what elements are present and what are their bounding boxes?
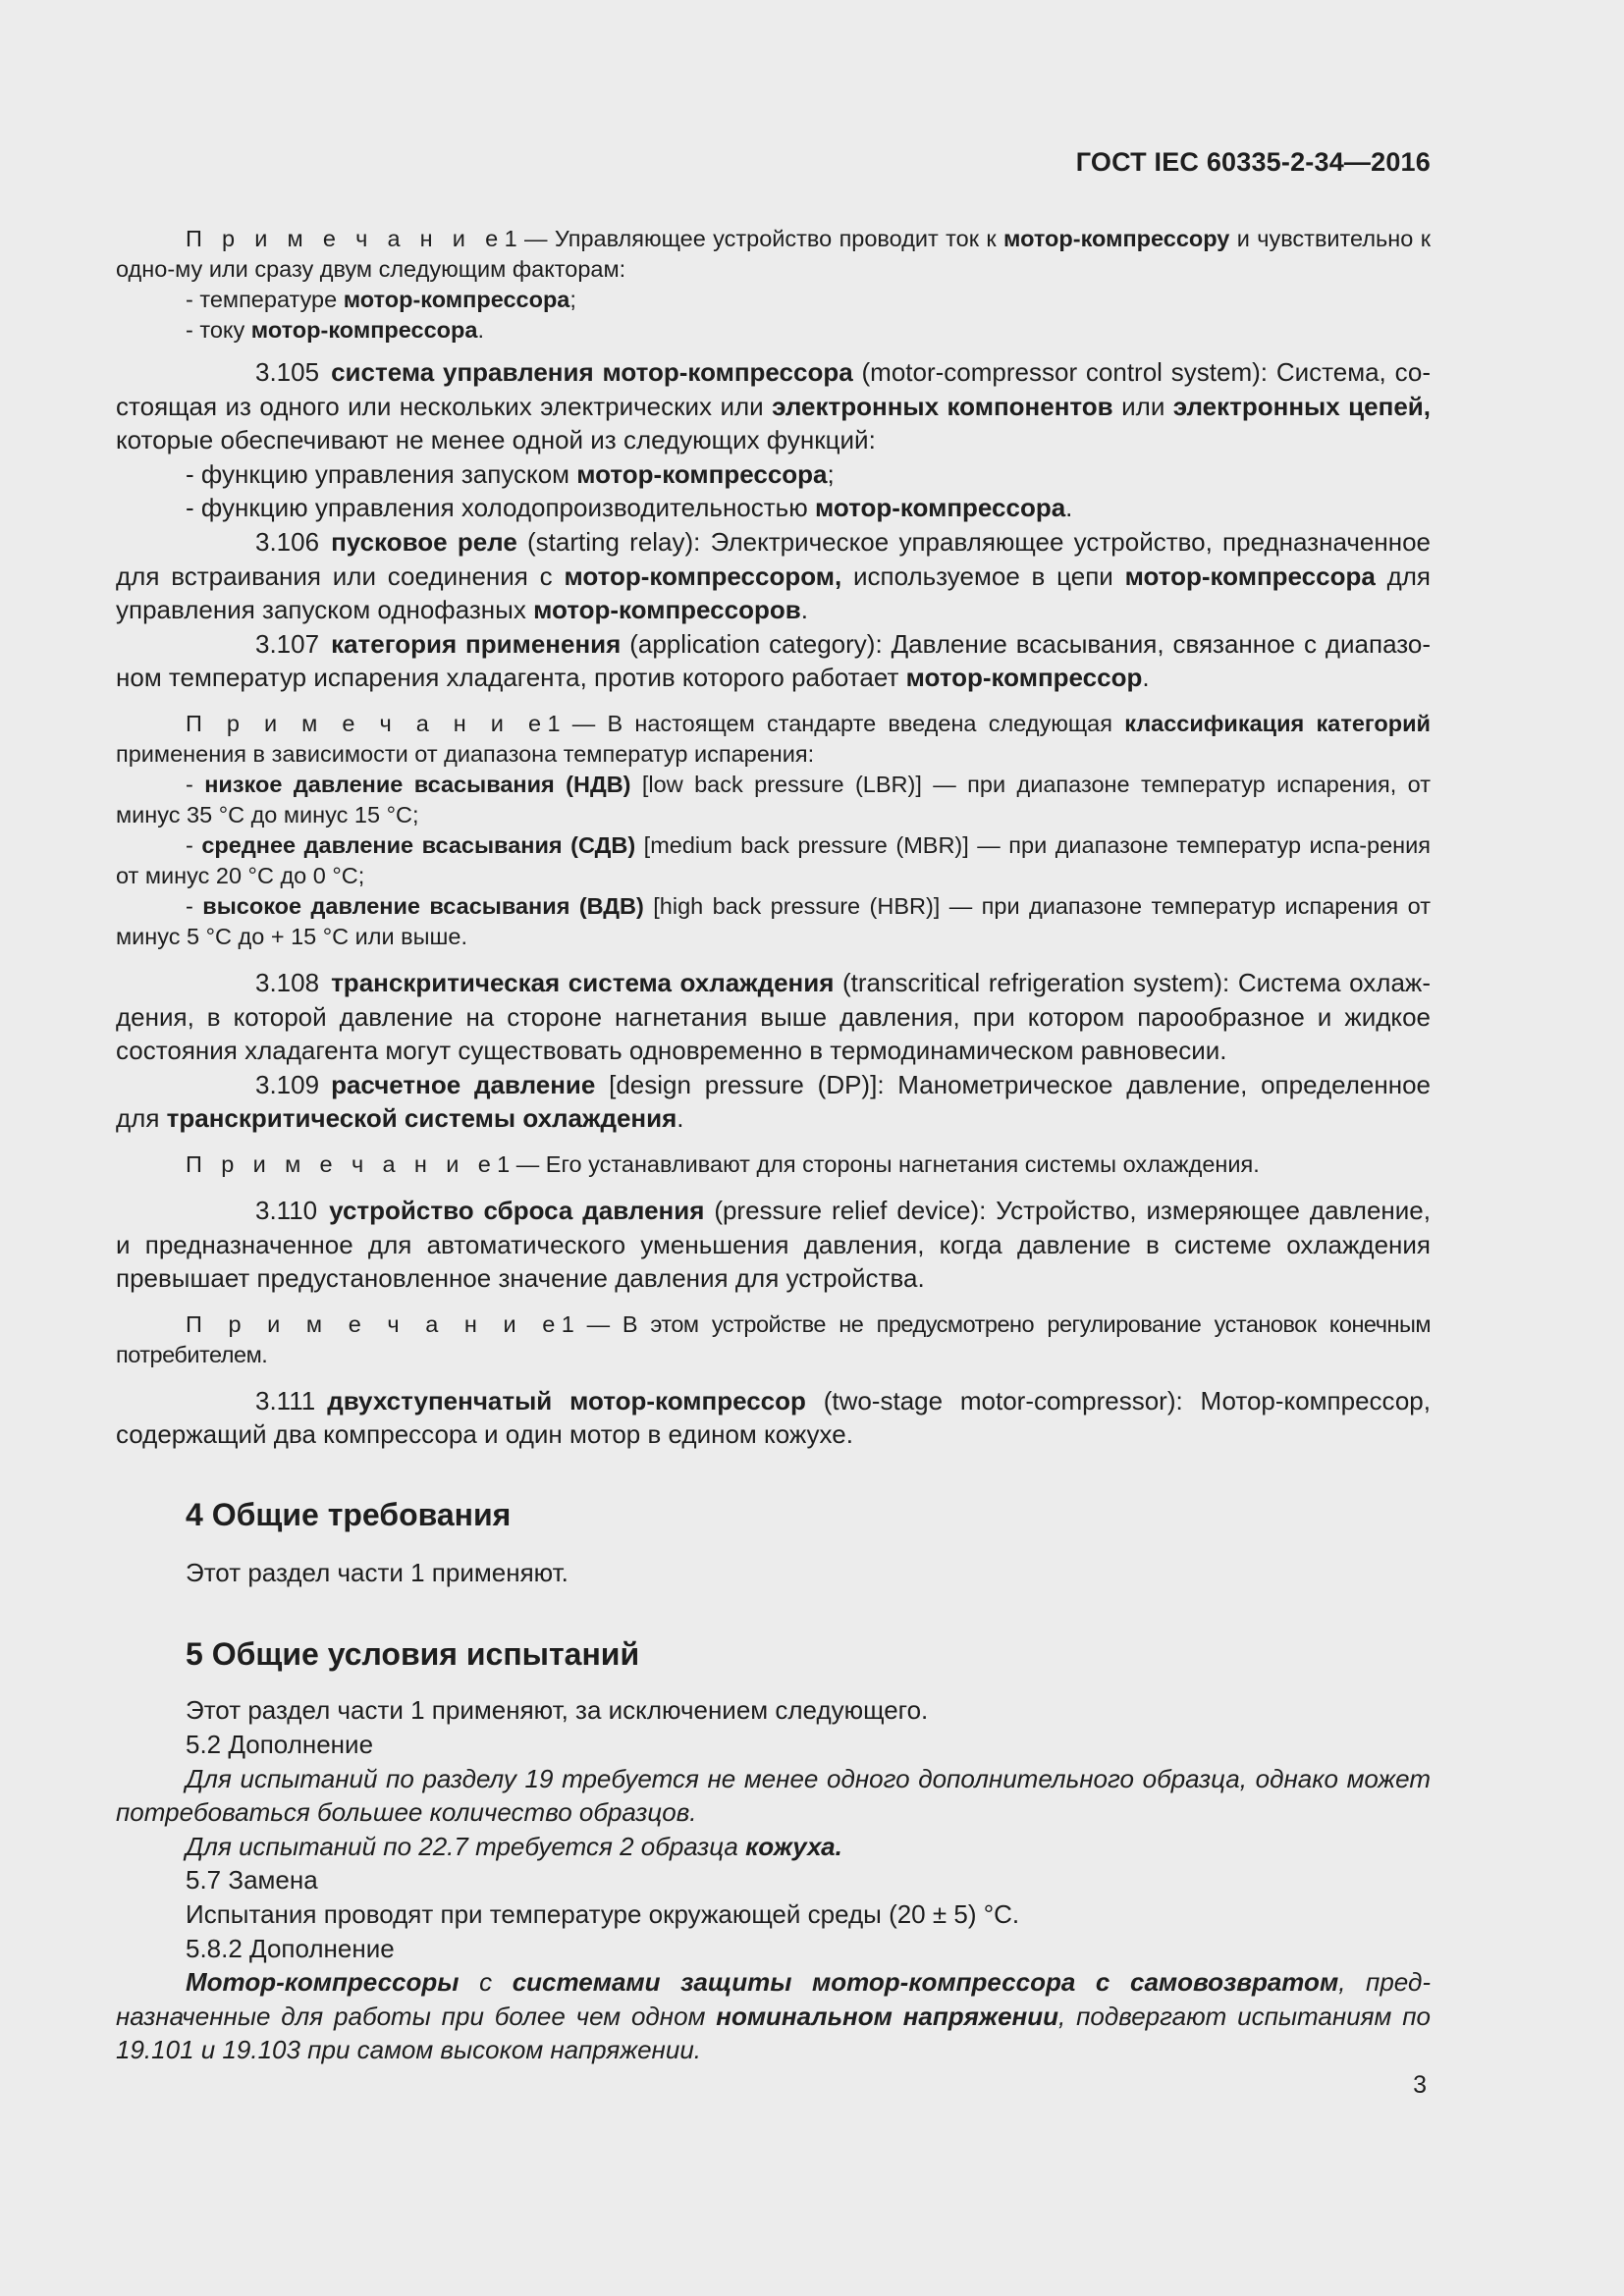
term-3-108: 3.108 транскритическая система охлаждения (transcritical refrigeration system): Система охлаж-дения, в которой давление на стороне нагнетания выше давления, при котором парообразное и жидкое состояния хладагента могут существовать одновременно в термодинамическом равновесии. — [116, 967, 1431, 1066]
subsection-5-2-text: Для испытаний по разделу 19 требуется не менее одного дополнительного образца, однако может потребоваться большее количество образцов. — [116, 1763, 1431, 1828]
term-3-107: 3.107 категория применения (application category): Давление всасывания, связанное с диапазо-ном температур испарения хладагента, против которого работает мотор-компрессор. — [116, 628, 1431, 693]
term-3-110: 3.110 устройство сброса давления (pressure relief device): Устройство, измеряющее давление, и предназначенное для автоматического уменьшения давления, когда давление в системе охлаждения превышает предустановленное значение давления для устройства. — [116, 1195, 1431, 1294]
subsection-5-2-text: Для испытаний по 22.7 требуется 2 образца кожуха. — [186, 1831, 842, 1861]
term-list-item: - функцию управления запуском мотор-компрессора; — [186, 458, 835, 489]
subsection-5-7-heading: 5.7 Замена — [186, 1865, 318, 1896]
subsection-5-8-2-heading: 5.8.2 Дополнение — [186, 1933, 395, 1963]
subsection-5-8-2-text: Мотор-компрессоры с системами защиты мотор-компрессора с самовозвратом, пред-назначенные для работы при более чем одном номинальном напряжении, подвергают испытаниям по 19.101 и 19.103 при самом высоком напряжении. — [116, 1967, 1431, 2065]
note-list-item: - низкое давление всасывания (НДВ) [low back pressure (LBR)] — при диапазоне температур испарения, от минус 35 °C до минус 15 °C; — [116, 771, 1431, 828]
note-list-item: - высокое давление всасывания (ВДВ) [high back pressure (HBR)] — при диапазоне температур испарения от минус 5 °C до + 15 °C или выше. — [116, 892, 1431, 949]
page-content — [116, 224, 1431, 2067]
section-4-heading: 4 Общие требования — [186, 1496, 512, 1532]
term-3-109: 3.109 расчетное давление [design pressure (DP)]: Манометрическое давление, определенное для транскритической системы охлаждения. — [116, 1069, 1431, 1134]
page-number: 3 — [1413, 2071, 1427, 2099]
term-3-106: 3.106 пусковое реле (starting relay): Электрическое управляющее устройство, предназначенное для встраивания или соединения с мотор-компрессором, используемое в цепи мотор-компрессора для управления запуском однофазных мотор-компрессоров. — [116, 526, 1432, 625]
note-paragraph: П р и м е ч а н и е1 — В этом устройстве не предусмотрено регулирование установок конечным потребителем. — [116, 1310, 1431, 1367]
note-paragraph: П р и м е ч а н и е1 — Управляющее устройство проводит ток к мотор-компрессору и чувствительно к одно-му или сразу двум следующим факторам: — [116, 226, 1431, 282]
section-4-text: Этот раздел части 1 применяют. — [186, 1557, 568, 1587]
term-3-105: 3.105 система управления мотор-компрессора (motor-compressor control system): Система, со-стоящая из одного или нескольких электрических или электронных компонентов или электронных цепей, которые обеспечивают не менее одной из следующих функций: — [116, 357, 1431, 455]
note-paragraph: П р и м е ч а н и е1 — В настоящем стандарте введена следующая классификация категорий применения в зависимости от диапазона температур испарения: — [116, 710, 1431, 767]
note-list-item: - среднее давление всасывания (СДВ) [medium back pressure (MBR)] — при диапазоне температур испа-рения от минус 20 °C до 0 °C; — [116, 831, 1431, 888]
section-5-heading: 5 Общие условия испытаний — [186, 1636, 640, 1673]
note-list-item: - току мотор-компрессора. — [186, 317, 484, 343]
note-label: П р и м е ч а н и е — [186, 226, 505, 251]
term-list-item: - функцию управления холодопроизводительностью мотор-компрессора. — [186, 493, 1073, 523]
subsection-5-7-text: Испытания проводят при температуре окружающей среды (20 ± 5) °C. — [186, 1899, 1020, 1930]
note-list-item: - температуре мотор-компрессора; — [186, 287, 576, 312]
subsection-5-2-heading: 5.2 Дополнение — [186, 1730, 374, 1760]
section-5-text: Этот раздел части 1 применяют, за исключением следующего. — [186, 1695, 929, 1726]
note-paragraph: П р и м е ч а н и е1 — Его устанавливают для стороны нагнетания системы охлаждения. — [186, 1150, 1260, 1177]
document-code-header: ГОСТ IEC 60335-2-34—2016 — [1075, 147, 1431, 177]
term-3-111: 3.111 двухступенчатый мотор-компрессор (two-stage motor-compressor): Мотор-компрессор, содержащий два компрессора и один мотор в едином кожухе. — [116, 1385, 1431, 1450]
